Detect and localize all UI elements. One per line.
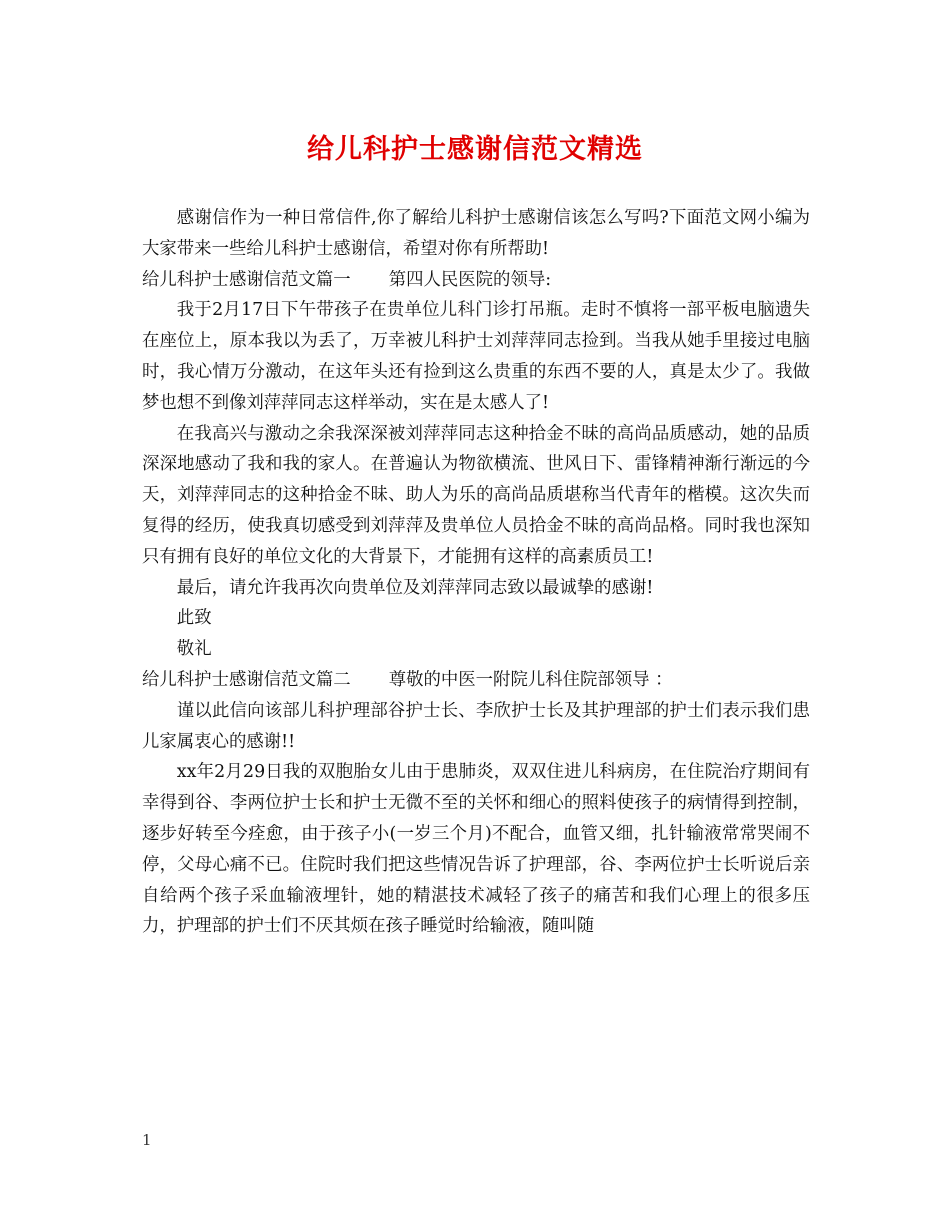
section1-paragraph-3: 最后，请允许我再次向贵单位及刘萍萍同志致以最诚挚的感谢!: [176, 577, 654, 598]
document-body: [142, 203, 810, 942]
page-number: 1: [142, 1131, 152, 1149]
section2-heading: [142, 665, 810, 696]
section2-salutation: 尊敬的中医一附院儿科住院部领导 ：: [388, 669, 673, 690]
section1-paragraph-2: 在我高兴与激动之余我深深被刘萍萍同志这种拾金不昧的高尚品质感动，她的品质深深地感动了我和我的家人。在普遍认为物欲横流、世风日下、雷锋精神渐行渐远的今天，刘萍萍同志的这种拾金不昧、助人为乐的高尚品质堪称当代青年的楷模。这次失而复得的经历，使我真切感受到刘萍萍及贵单位人员拾金不昧的高尚品格。同时我也深知只有拥有良好的单位文化的大背景下，才能拥有这样的高素质员工!: [142, 423, 810, 567]
section1-salutation: 第四人民医院的领导:: [388, 269, 552, 290]
section1-paragraph-1: 我于2月17日下午带孩子在贵单位儿科门诊打吊瓶。走时不慎将一部平板电脑遗失在座位上，原本我以为丢了，万幸被儿科护士刘萍萍同志捡到。当我从她手里接过电脑时，我心情万分激动，在这年头还有捡到这么贵重的东西不要的人，真是太少了。我做梦也想不到像刘萍萍同志这样举动，实在是太感人了!: [142, 300, 810, 413]
section2-paragraph-2: xx年2月29日我的双胞胎女儿由于患肺炎，双双住进儿科病房，在住院治疗期间有幸得到谷、李两位护士长和护士无微不至的关怀和细心的照料使孩子的病情得到控制，逐步好转至今痊愈，由于孩子小(一岁三个月)不配合，血管又细，扎针输液常常哭闹不停，父母心痛不已。住院时我们把这些情况告诉了护理部，谷、李两位护士长听说后亲自给两个孩子采血输液埋针，她的精湛技术减轻了孩子的痛苦和我们心理上的很多压力，护理部的护士们不厌其烦在孩子睡觉时给输液，随叫随: [142, 762, 810, 937]
intro-paragraph: 感谢信作为一种日常信件,你了解给儿科护士感谢信该怎么写吗?下面范文网小编为大家带来一些给儿科护士感谢信，希望对你有所帮助!: [142, 208, 810, 259]
document-title: 给儿科护士感谢信范文精选: [307, 134, 643, 165]
section1-label: 给儿科护士感谢信范文篇一: [142, 269, 351, 290]
section1-closing-1: 此致: [176, 608, 212, 629]
section1-heading: [142, 265, 810, 296]
section1-closing-2: 敬礼: [176, 639, 212, 660]
section2-label: 给儿科护士感谢信范文篇二: [142, 669, 351, 690]
section2-paragraph-1: 谨以此信向该部儿科护理部谷护士长、李欣护士长及其护理部的护士们表示我们患儿家属衷心的感谢!!: [142, 700, 810, 752]
